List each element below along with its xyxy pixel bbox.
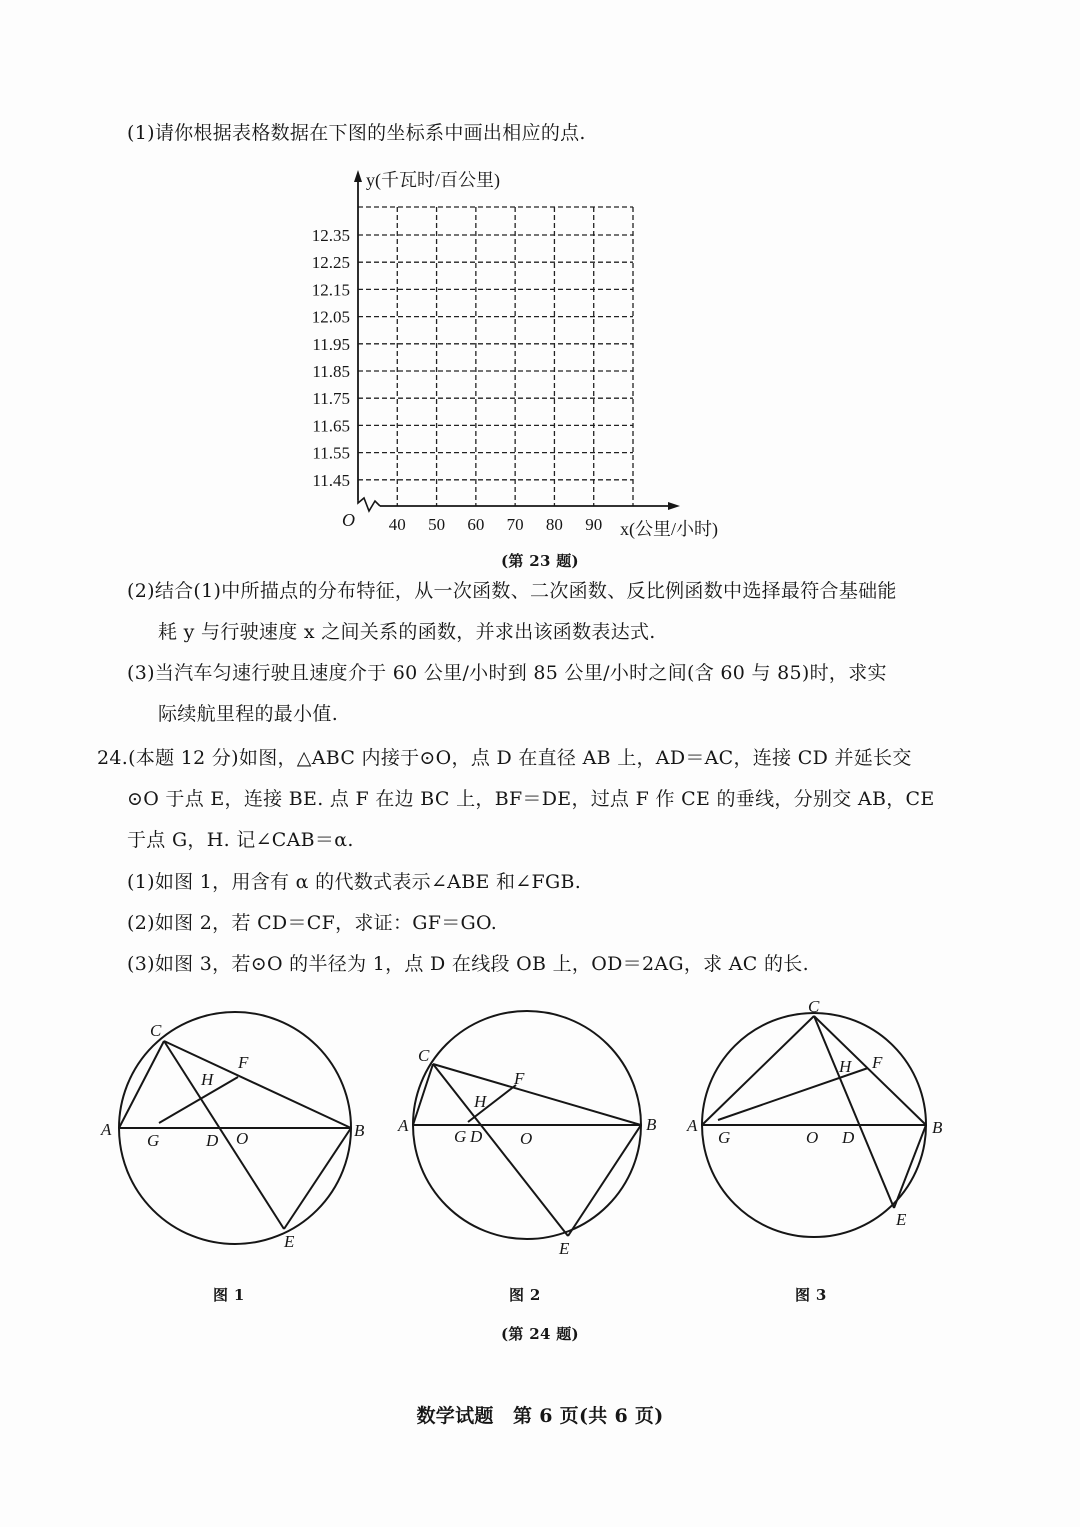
y-tick-label: 12.35	[311, 226, 350, 245]
fig3-label-O: O	[806, 1128, 819, 1147]
fig1-label-F: F	[238, 1053, 249, 1072]
y-tick-label: 11.65	[312, 416, 350, 436]
y-axis-label: y(千瓦时/百公里)	[366, 170, 500, 190]
figure-2	[413, 1011, 641, 1239]
q24-part1: (1)如图 1，用含有 α 的代数式表示∠ABE 和∠FGB.	[127, 871, 582, 893]
fig3-label-G: G	[718, 1128, 731, 1147]
fig1-segment-AC	[119, 1041, 164, 1128]
fig3-segment-CE	[814, 1016, 894, 1208]
q23-caption: (第 23 题)	[501, 552, 579, 570]
y-tick-labels	[312, 226, 350, 490]
chart-grid	[358, 207, 633, 506]
fig1-label-D: D	[206, 1131, 219, 1150]
q23-part1-text: (1)请你根据表格数据在下图的坐标系中画出相应的点.	[127, 122, 586, 144]
fig3-segment-BE	[894, 1125, 926, 1208]
fig3-label-E: E	[896, 1210, 907, 1229]
q24-part2: (2)如图 2，若 CD＝CF，求证：GF＝GO.	[127, 912, 498, 934]
q24-line1: 24.(本题 12 分)如图，△ABC 内接于⊙O，点 D 在直径 AB 上，AD＝AC，连接 CD 并延长交	[97, 747, 912, 769]
y-tick-label: 11.85	[312, 362, 350, 381]
fig2-label-G: G	[454, 1127, 467, 1146]
q24-line2: ⊙O 于点 E，连接 BE. 点 F 在边 BC 上，BF＝DE，过点 F 作 CE 的垂线，分别交 AB，CE	[127, 788, 935, 810]
fig2-label-C: C	[418, 1046, 430, 1065]
y-tick-label: 11.55	[312, 443, 350, 463]
x-tick-label: 80	[545, 515, 563, 534]
y-tick-label: 11.75	[312, 389, 350, 409]
y-tick-label: 11.95	[312, 334, 350, 354]
fig1-label-B: B	[354, 1121, 365, 1140]
x-tick-label: 70	[506, 515, 524, 534]
fig2-label-H: H	[474, 1092, 487, 1111]
y-axis-arrow	[354, 170, 362, 182]
y-tick-label: 12.15	[311, 280, 350, 300]
y-tick-label: 12.25	[311, 253, 350, 273]
fig2-segment-BE	[568, 1125, 641, 1236]
origin-label: O	[342, 510, 355, 530]
fig2-segment-CE	[433, 1064, 568, 1236]
q24-caption: (第 24 题)	[501, 1325, 579, 1343]
fig2-label-O: O	[520, 1129, 533, 1148]
q23-part3-line1: (3)当汽车匀速行驶且速度介于 60 公里/小时到 85 公里/小时之间(含 60 与 85)时，求实	[127, 662, 887, 684]
fig1-label-H: H	[201, 1070, 214, 1089]
fig3-labels	[686, 997, 943, 1229]
fig2-labels	[397, 1046, 657, 1258]
page-footer: 数学试题 第 6 页(共 6 页)	[416, 1405, 664, 1427]
axis-break-mark	[358, 498, 380, 511]
q23-part3-line2: 际续航里程的最小值.	[158, 703, 339, 725]
q24-part3: (3)如图 3，若⊙O 的半径为 1，点 D 在线段 OB 上，OD＝2AG，求 AC 的长.	[127, 953, 809, 975]
x-tick-label: 90	[585, 515, 603, 534]
y-tick-label: 12.05	[311, 307, 350, 327]
fig1-label-G: G	[147, 1131, 160, 1150]
fig2-label-E: E	[559, 1239, 570, 1258]
fig2-label-D: D	[470, 1127, 483, 1146]
fig2-segment-CB	[433, 1064, 641, 1125]
fig3-label-F: F	[872, 1053, 883, 1072]
figure-3	[702, 1013, 926, 1237]
fig1-segment-GF	[159, 1077, 238, 1123]
fig2-caption: 图 2	[509, 1286, 541, 1304]
fig2-label-B: B	[646, 1115, 657, 1134]
x-tick-label: 40	[388, 515, 406, 534]
fig1-label-C: C	[150, 1021, 162, 1040]
fig1-label-O: O	[236, 1129, 249, 1148]
y-tick-label: 11.45	[312, 470, 350, 490]
fig1-label-A: A	[101, 1120, 112, 1139]
q23-part2-line1: (2)结合(1)中所描点的分布特征，从一次函数、二次函数、反比例函数中选择最符合基础能	[127, 580, 897, 602]
x-tick-label: 50	[428, 515, 446, 534]
fig1-label-E: E	[284, 1232, 295, 1251]
fig3-caption: 图 3	[795, 1286, 827, 1304]
q24-line3: 于点 G，H. 记∠CAB＝α.	[127, 829, 354, 851]
fig2-segment-AC	[413, 1064, 433, 1125]
fig3-label-D: D	[842, 1128, 855, 1147]
fig3-segment-AC	[702, 1016, 814, 1125]
fig3-label-H: H	[839, 1057, 852, 1076]
fig2-label-F: F	[514, 1069, 525, 1088]
fig1-caption: 图 1	[213, 1286, 245, 1304]
x-axis-arrow	[668, 502, 680, 510]
chart-axes	[354, 170, 680, 511]
q23-part2-line2: 耗 y 与行驶速度 x 之间关系的函数，并求出该函数表达式.	[158, 621, 656, 643]
x-tick-label: 60	[467, 515, 485, 534]
fig1-segment-BE	[284, 1128, 351, 1229]
fig3-label-C: C	[808, 997, 820, 1016]
fig3-label-A: A	[687, 1116, 698, 1135]
q23-coordinate-chart	[0, 0, 1080, 600]
x-tick-labels	[389, 515, 602, 534]
figure-1	[119, 1012, 351, 1244]
fig3-segment-CB	[814, 1016, 926, 1125]
q24-figures	[0, 990, 1080, 1290]
fig3-label-B: B	[932, 1118, 943, 1137]
fig2-label-A: A	[398, 1116, 409, 1135]
x-axis-label: x(公里/小时)	[620, 519, 718, 539]
